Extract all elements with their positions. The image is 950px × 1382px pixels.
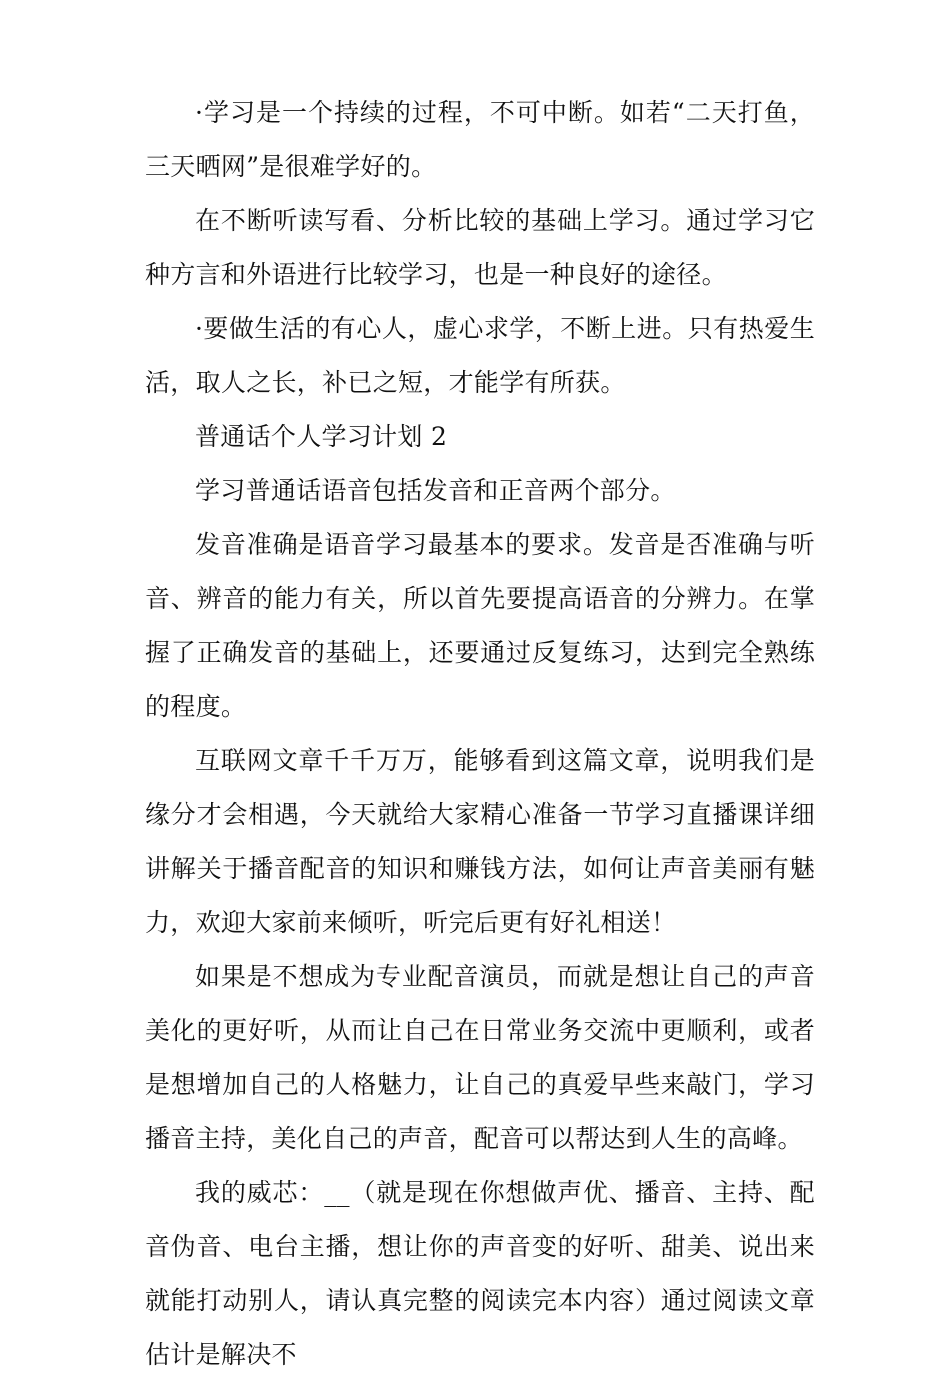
- section-heading: 普通话个人学习计划 2: [195, 422, 448, 451]
- paragraph: 我的威芯：__（就是现在你想做声优、播音、主持、配音伪音、电台主播，想让你的声音变的好听、甜美、说出来就能打动别人，请认真完整的阅读完本内容）通过阅读文章估计是解决不: [145, 1178, 815, 1369]
- paragraph: ·学习是一个持续的过程，不可中断。如若“二天打鱼，三天晒网”是很难学好的。: [145, 98, 815, 181]
- paragraph: ·要做生活的有心人，虚心求学，不断上进。只有热爱生活，取人之长，补已之短，才能学有所获。: [145, 314, 815, 397]
- paragraph: 在不断听读写看、分析比较的基础上学习。通过学习它种方言和外语进行比较学习，也是一种良好的途径。: [145, 206, 815, 289]
- document-page: [145, 86, 815, 1382]
- paragraph: 发音准确是语音学习最基本的要求。发音是否准确与听音、辨音的能力有关，所以首先要提高语音的分辨力。在掌握了正确发音的基础上，还要通过反复练习，达到完全熟练的程度。: [145, 530, 815, 721]
- paragraph: 互联网文章千千万万，能够看到这篇文章，说明我们是缘分才会相遇，今天就给大家精心准备一节学习直播课详细讲解关于播音配音的知识和赚钱方法，如何让声音美丽有魅力，欢迎大家前来倾听，听完后更有好礼相送！: [145, 746, 815, 937]
- paragraph: 学习普通话语音包括发音和正音两个部分。: [195, 476, 676, 505]
- paragraph: 如果是不想成为专业配音演员，而就是想让自己的声音美化的更好听，从而让自己在日常业务交流中更顺利，或者是想增加自己的人格魅力，让自己的真爱早些来敲门，学习播音主持，美化自己的声音，配音可以帮达到人生的高峰。: [145, 962, 815, 1153]
